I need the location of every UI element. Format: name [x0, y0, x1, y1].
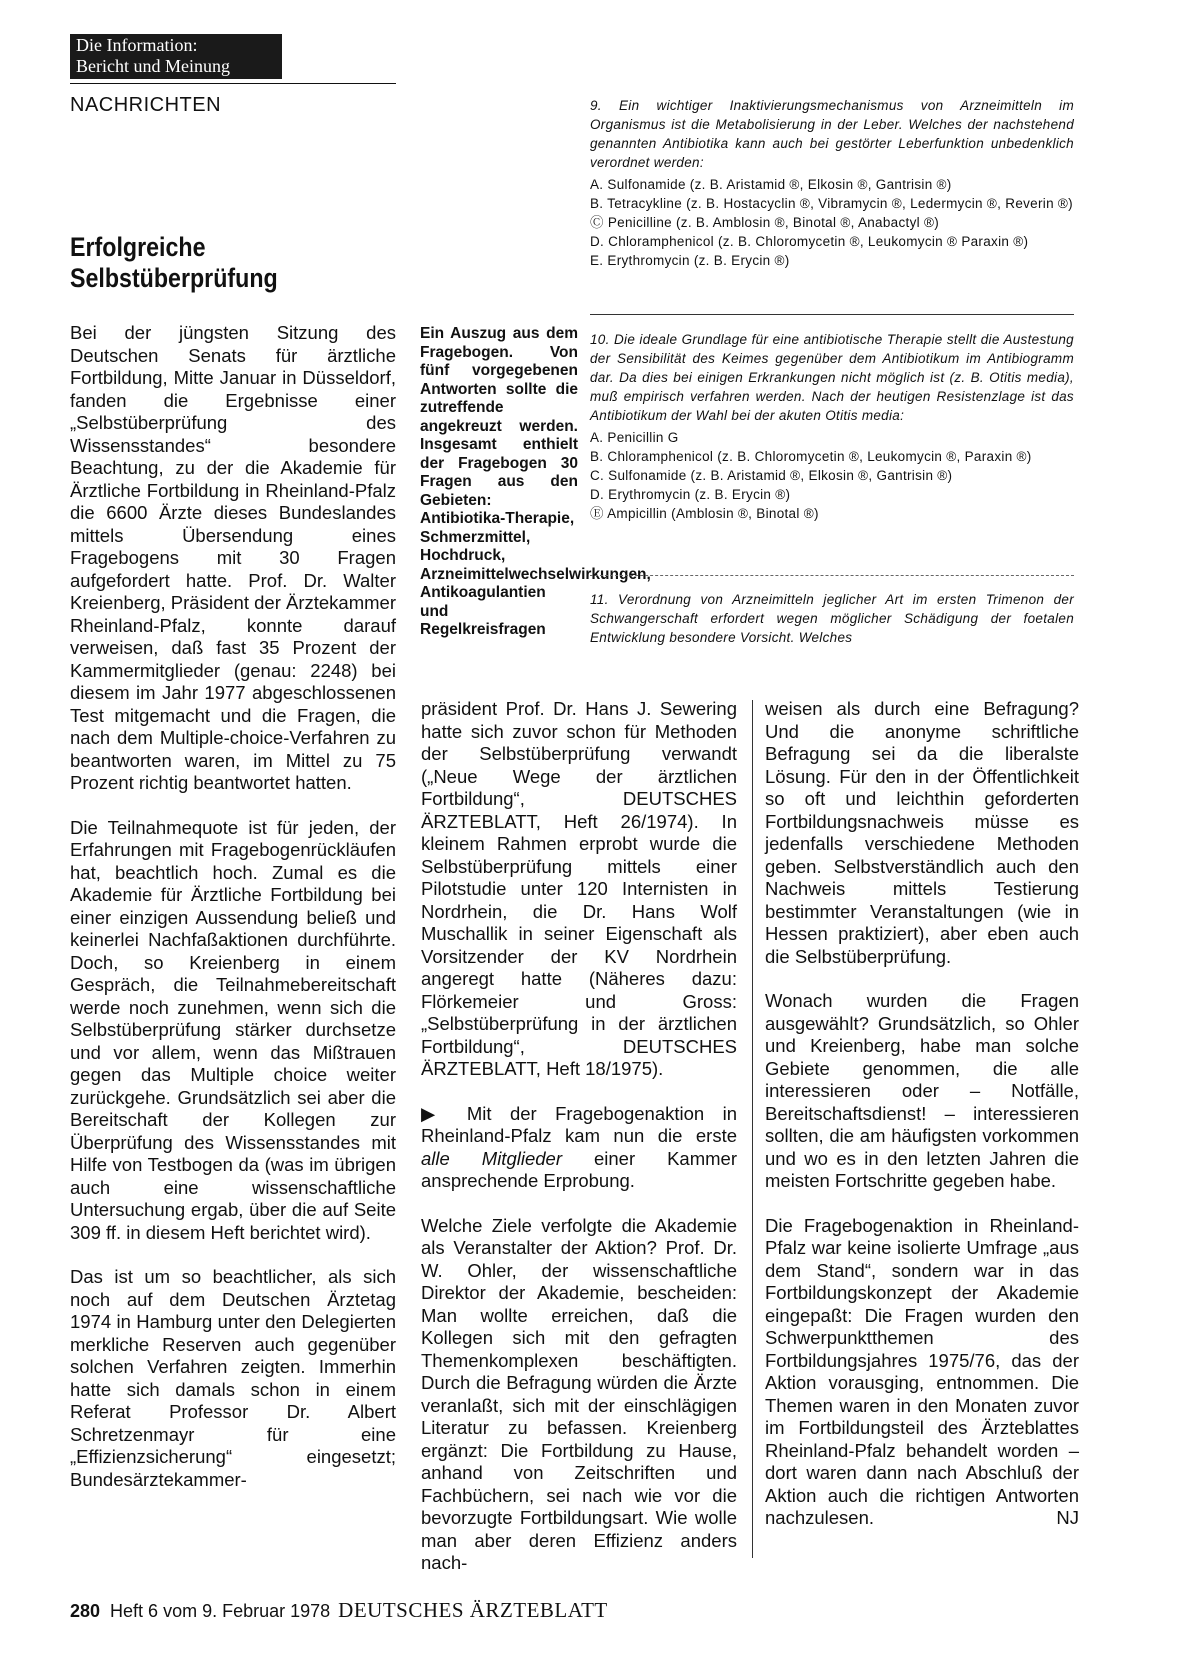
author-signature: NJ [1056, 1507, 1079, 1528]
answer-option: C. Sulfonamide (z. B. Aristamid ®, Elkosin ®, Gantrisin ®) [590, 468, 953, 483]
paragraph: Die Fragebogenaktion in Rheinland-Pfalz war keine isolierte Umfrage „aus dem Stand“, sondern war in das Fortbildungskonzept der Akademie eingepaßt: Die Fragen wurden den Schwerpunktthemen des Fortbildungsjahres 1975/76, das der Aktion vorausging, entnommen. Die Themen waren in den Monaten zuvor im Fortbildungsteil des Ärzteblattes Rheinland-Pfalz behandelt worden – dort waren dann nach Abschluß der Aktion auch die richtigen Antworten nachzulesen. NJ [765, 1214, 1079, 1528]
text-column-2 [421, 698, 737, 1597]
answer-option: A. Sulfonamide (z. B. Aristamid ®, Elkosin ®, Gantrisin ®) [590, 177, 952, 192]
issue-info: Heft 6 vom 9. Februar 1978 [110, 1601, 331, 1621]
emphasis: alle Mitglieder [421, 1147, 562, 1169]
headline-line-1: Erfolgreiche [70, 232, 206, 262]
question-text: 9. Ein wichtiger Inaktivierungsmechanismus von Arzneimitteln im Organismus ist die Metabolisierung in der Leber. Welches der nachstehend genannten Antibiotika kann auch bei gestörter Leberfunktion unbedenklich verordnet werden: [590, 98, 1074, 170]
page-footer [70, 1598, 608, 1623]
rubric-line-2: Bericht und Meinung [76, 56, 230, 76]
question-10 [590, 330, 1074, 523]
paragraph: präsident Prof. Dr. Hans J. Sewering hatte sich zuvor schon für Methoden der Selbstüberprüfung verwandt („Neue Wege der ärztlichen Fortbildung“, DEUTSCHES ÄRZTEBLATT, Heft 26/1974). In kleinem Rahmen erprobt wurde die Selbstüberprüfung mittels einer Pilotstudie unter 120 Internisten in Nordrhein, die Dr. Hans Wolf Muschallik in seiner Eigenschaft als Vorsitzender der KV Nordrhein angeregt hatte (Näheres dazu: Flörkemeier und Gross: „Selbstüberprüfung in der ärztlichen Fortbildung“, DEUTSCHES ÄRZTEBLATT, Heft 18/1975). [421, 698, 737, 1079]
answer-option: B. Tetracykline (z. B. Hostacyclin ®, Vibramycin ®, Ledermycin ®, Reverin ®) [590, 196, 1073, 211]
paragraph: Die Teilnahmequote ist für jeden, der Erfahrungen mit Fragebogenrückläufen hat, beachtlich hoch. Zumal es die Akademie für Ärztliche Fortbildung bei einer einzigen Aussendung beließ und keinerlei Nachfaßaktionen durchführte. Doch, so Kreienberg in einem Gespräch, die Teilnahmebereitschaft werde noch zunehmen, wenn sich die Selbstüberprüfung stärker durchsetze und vor allem, wenn das Mißtrauen gegen das Multiple choice weiter zurückgehe. Grundsätzlich sei aber die Bereitschaft der Kollegen zur Überprüfung des Wissensstandes mit Hilfe von Testbogen da (was im übrigen auch eine wissenschaftliche Untersuchung ergab, über die auf Seite 309 ff. in diesem Heft berichtet wird). [70, 816, 396, 1243]
answer-option: D. Erythromycin (z. B. Erycin ®) [590, 487, 791, 502]
answer-option: E. Erythromycin (z. B. Erycin ®) [590, 253, 790, 268]
question-divider [590, 575, 1074, 576]
answer-option-marked: Ⓔ Ampicillin (Amblosin ®, Binotal ®) [590, 506, 819, 521]
figure-caption: Ein Auszug aus dem Fragebogen. Von fünf vorgegebenen Antworten sollte die zutreffende angekreuzt werden. Insgesamt enthielt der Fragebogen 30 Fragen aus den Gebieten: Antibiotika-Therapie, Schmerzmittel, Hochdruck, Arzneimittelwechselwirkungen, Antikoagulantien und Regelkreisfragen [420, 325, 651, 638]
journal-name: DEUTSCHES ÄRZTEBLATT [338, 1598, 608, 1622]
paragraph: ▶ Mit der Fragebogenaktion in Rheinland-Pfalz kam nun die erste alle Mitglieder einer Kammer ansprechende Erprobung. [421, 1102, 738, 1191]
question-divider [590, 314, 1074, 315]
section-label: NACHRICHTEN [70, 94, 222, 116]
rubric-line-1: Die Information: [76, 35, 198, 55]
question-11 [590, 590, 1074, 647]
paragraph: Das ist um so beachtlicher, als sich noch auf dem Deutschen Ärztetag 1974 in Hamburg unter den Delegierten merkliche Reserven auch gegenüber solchen Verfahren zeigten. Immerhin hatte sich damals schon in einem Referat Professor Dr. Albert Schretzenmayr für eine „Effizienzsicherung“ eingesetzt; Bundesärztekammer- [70, 1266, 396, 1490]
answer-option: D. Chloramphenicol (z. B. Chloromycetin ®, Leukomycin ® Paraxin ®) [590, 234, 1029, 249]
text-column-3 [765, 698, 1079, 1530]
answer-option: B. Chloramphenicol (z. B. Chloromycetin ®, Leukomycin ®, Paraxin ®) [590, 449, 1032, 464]
arrow-marker-icon: ▶ [421, 1102, 449, 1124]
paragraph: Bei der jüngsten Sitzung des Deutschen Senats für ärztliche Fortbildung, Mitte Januar in Düsseldorf, fanden die Ergebnisse einer „Selbstüberprüfung des Wissensstandes“ besondere Beachtung, zu der die Akademie für Ärztliche Fortbildung in Rheinland-Pfalz die 6600 Ärzte dieses Bundeslandes mittels Übersendung eines Fragebogens mit 30 Fragen aufgefordert hatte. Prof. Dr. Walter Kreienberg, Präsident der Ärztekammer Rheinland-Pfalz, konnte darauf verweisen, daß fast 35 Prozent der Kammermitglieder (genau: 2248) bei diesem im Jahr 1977 abgeschlossenen Test mitgemacht und die Fragen, die nach dem Multiple-choice-Verfahren zu beantworten waren, im Mittel zu 75 Prozent richtig beantwortet hatten. [70, 322, 396, 793]
headline-line-2: Selbstüberprüfung [70, 263, 278, 293]
text-column-1 [70, 322, 396, 1513]
rubric-box [70, 34, 282, 79]
paragraph: Welche Ziele verfolgte die Akademie als Veranstalter der Aktion? Prof. Dr. W. Ohler, der wissenschaftliche Direktor der Akademie, bescheiden: Man wollte erreichen, daß die Kollegen sich mit den gefragten Themenkomplexen beschäftigten. Durch die Befragung würden die Ärzte veranlaßt, sich mit der einschlägigen Literatur zu befassen. Kreienberg ergänzt: Die Fortbildung zu Hause, anhand von Zeitschriften und Fachbüchern, sei nach wie vor die bevorzugte Fortbildungsart. Wie wolle man aber deren Effizienz anders nach- [421, 1214, 737, 1573]
answer-option: A. Penicillin G [590, 430, 679, 445]
question-text: 11. Verordnung von Arzneimitteln jeglicher Art im ersten Trimenon der Schwangerschaft erfordert wegen möglicher Schädigung der foetalen Entwicklung besondere Vorsicht. Welches [590, 592, 1074, 645]
article-headline [70, 232, 354, 294]
answer-option-marked: Ⓒ Penicilline (z. B. Amblosin ®, Binotal ®, Anabactyl ®) [590, 215, 940, 230]
column-rule [752, 700, 753, 1558]
header-rule [70, 83, 396, 84]
paragraph: Wonach wurden die Fragen ausgewählt? Grundsätzlich, so Ohler und Kreienberg, habe man solche Gebiete genommen, die alle interessieren oder – Notfälle, Bereitschaftsdienst! – interessieren sollten, die am häufigsten vorkommen und wo es in den letzten Jahren die meisten Fortschritte gegeben habe. [765, 990, 1079, 1191]
question-text: 10. Die ideale Grundlage für eine antibiotische Therapie stellt die Austestung der Sensibilität des Keimes gegenüber dem Antibiotikum im Antibiogramm dar. Da dies bei einigen Erkrankungen nicht möglich ist (z. B. Otitis media), muß empirisch verfahren werden. Nach der heutigen Resistenzlage ist das Antibiotikum der Wahl bei der akuten Otitis media: [590, 332, 1074, 423]
paragraph: weisen als durch eine Befragung? Und die anonyme schriftliche Befragung sei da die liberalste Lösung. Für den in der Öffentlichkeit so oft und leichthin geforderten Fortbildungsnachweis müsse es jedenfalls verschiedene Methoden geben. Selbstverständlich auch den Nachweis mittels Testierung bestimmter Veranstaltungen (wie in Hessen praktiziert), aber eben auch die Selbstüberprüfung. [765, 698, 1079, 967]
question-9 [590, 96, 1074, 270]
page-number: 280 [70, 1601, 101, 1621]
